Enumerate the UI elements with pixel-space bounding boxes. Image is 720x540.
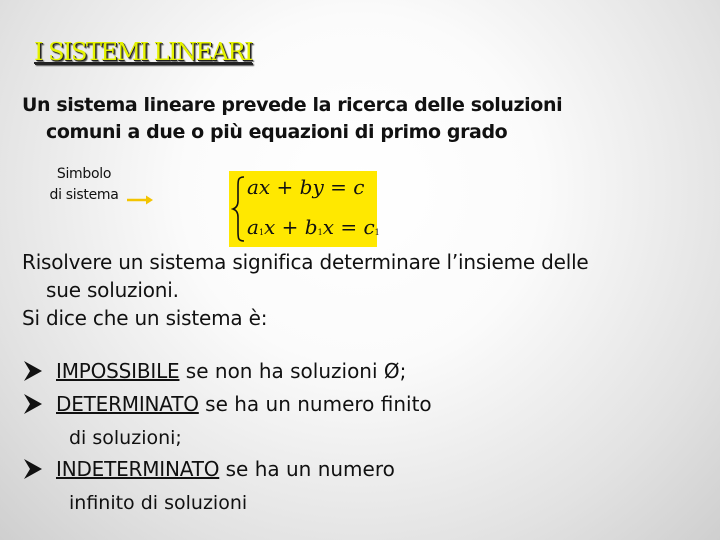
equation-1-text: ax + by = c <box>247 175 365 199</box>
left-brace-icon <box>231 175 247 243</box>
system-types-intro: Si dice che un sistema è: <box>22 306 268 330</box>
item-description: se ha un numero finito <box>198 392 432 416</box>
intro-paragraph <box>22 92 712 146</box>
arrowhead-bullet-icon <box>22 393 44 415</box>
definition-paragraph <box>22 248 712 332</box>
keyword-indeterminato: INDETERMINATO <box>56 457 220 481</box>
equation-1 <box>247 175 364 199</box>
list-item-indeterminato <box>22 454 712 487</box>
list-item-impossibile <box>22 356 712 389</box>
symbol-label <box>36 164 132 206</box>
item-continuation: di soluzioni; <box>69 427 182 449</box>
intro-line-2: comuni a due o più equazioni di primo grado <box>46 121 508 143</box>
item-description: se ha un numero <box>219 457 395 481</box>
equation-2-sub-2: 1 <box>317 228 323 237</box>
arrowhead-bullet-icon <box>22 458 44 480</box>
arrowhead-bullet-icon <box>22 360 44 382</box>
slide-title: I SISTEMI LINEARI <box>34 38 253 66</box>
equation-2-sub-1: 1 <box>258 228 265 237</box>
equation-2-sub-3: 1 <box>374 228 380 237</box>
symbol-label-line-1: Simbolo <box>56 166 112 182</box>
system-formula <box>229 171 380 247</box>
keyword-impossibile: IMPOSSIBILE <box>56 359 180 383</box>
item-continuation: infinito di soluzioni <box>69 492 248 514</box>
right-arrow-icon <box>126 194 154 206</box>
item-description: se non ha soluzioni Ø; <box>179 359 407 383</box>
system-types-list <box>22 356 712 519</box>
resolve-line-2: sue soluzioni. <box>46 278 179 302</box>
resolve-line-1: Risolvere un sistema significa determinare l’insieme delle <box>22 250 589 274</box>
equation-2-xc: x = c <box>322 215 375 239</box>
list-item-text <box>56 389 432 419</box>
list-item-text <box>56 356 406 386</box>
intro-line-1: Un sistema lineare prevede la ricerca delle soluzioni <box>22 94 563 116</box>
list-item-text <box>56 454 395 484</box>
equation-2 <box>247 215 380 239</box>
keyword-determinato: DETERMINATO <box>56 392 199 416</box>
equation-2-a: a <box>247 215 259 239</box>
symbol-label-line-2: di sistema <box>49 187 119 203</box>
equation-2-xb: x + b <box>264 215 318 239</box>
list-item-determinato <box>22 389 712 422</box>
